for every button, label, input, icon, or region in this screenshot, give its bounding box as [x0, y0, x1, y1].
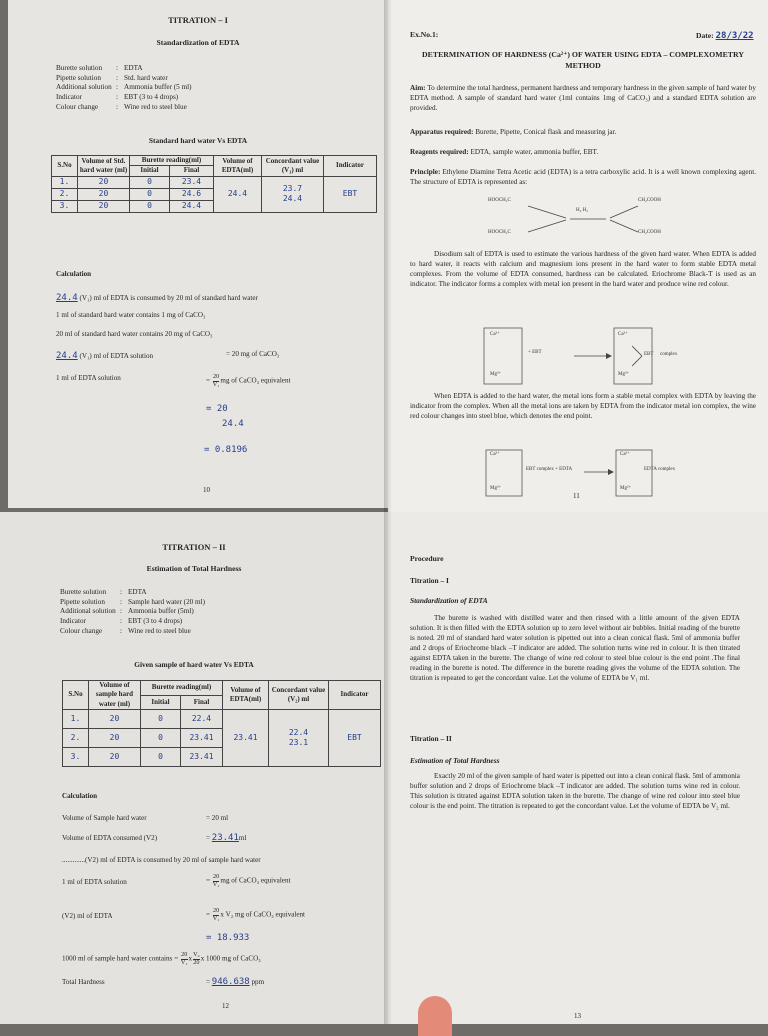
titration-2-heading: TITRATION – II: [162, 542, 226, 552]
cell-edta: 24.4: [214, 176, 262, 212]
cell-initial: 0: [141, 748, 181, 767]
handwritten-total: 946.638: [211, 977, 250, 987]
handwritten-intermediate: = 18.933: [206, 933, 250, 943]
page-10: [8, 0, 388, 508]
calc-line-3: 20 ml of standard hard water contains 20 mg of CaCO₃: [56, 330, 213, 338]
header-final: Final: [170, 166, 214, 176]
calc-line-5: (V2) ml of EDTA = $\frac{20}{\text{V₁}}$ x V₂ mg of CaCO₃ equivalent: [62, 907, 306, 922]
param-value: EDTA: [124, 64, 143, 72]
page-number: 10: [203, 486, 210, 494]
concordant-value: 22.4: [288, 727, 309, 737]
param-label: Additional solution: [60, 607, 116, 616]
param-label: Colour change: [56, 102, 99, 111]
cell-indicator: EBT: [324, 176, 377, 212]
header-sno: S.No: [63, 681, 89, 710]
param-value: EBT (3 to 4 drops): [124, 93, 179, 102]
calc-line-4: [56, 350, 386, 362]
experiment-title: DETERMINATION OF HARDNESS (Ca²⁺) OF WATER USING EDTA – COMPLEXOMETRY METHOD: [422, 50, 744, 70]
calc-expression: = $\frac{20}{\text{V₁}}$ mg of CaCO₃ equivalent: [206, 373, 291, 388]
book-gutter-shadow: [384, 0, 392, 1024]
handwritten-result: = 0.8196: [204, 445, 248, 455]
concordant-value: 23.7: [282, 183, 303, 193]
principle: Principle: Ethylene Diamine Tetra Acetic acid (EDTA) is a tetra carboxylic acid. It is a well known complexing agent. The structure of EDTA is represented as:: [410, 168, 756, 186]
header-concordant: Concordant value (V₂) ml: [269, 681, 329, 710]
cell-initial: 0: [141, 710, 181, 729]
procedure-heading: Procedure: [410, 554, 444, 563]
param-value: Ammonia buffer (5ml): [128, 607, 194, 616]
cell-volume: 20: [89, 748, 141, 767]
handwritten-v1: 24.4: [56, 293, 78, 303]
titration-1-table: [51, 155, 377, 213]
header-initial: Initial: [141, 695, 181, 710]
date: Date: 28/3/22: [696, 31, 754, 41]
cell-volume: 20: [89, 729, 141, 748]
calc-line-2: 1 ml of standard hard water contains 1 mg of CaCO₃: [56, 311, 206, 319]
header-volume: Volume of Std. hard water (ml): [78, 156, 130, 177]
cell-volume: 20: [78, 176, 130, 188]
titration-2-subheading: Estimation of Total Hardness: [146, 564, 242, 573]
page-13: [388, 512, 768, 1024]
titration-2-procedure: Exactly 20 ml of the given sample of hard water is pipetted out into a clean conical flask. 5ml of ammonia buffer solution and 2 drops of Eriochrome black –T indicator are added. The solution turns wine red in colour. This solution is titrated against EDTA solution taken in the burette. The change of wine red colour into steel blue colour is the end point. The titration is repeated to get the concordant value. Let the volume of EDTA be V₂ ml.: [410, 772, 740, 810]
reaction-diagram-2: [484, 448, 694, 500]
header-concordant: Concordant value (V₁) ml: [262, 156, 324, 177]
calc-sample-volume: Volume of Sample hard water = 20 ml: [62, 814, 229, 822]
table-title: Standard hard water Vs EDTA: [148, 136, 248, 145]
calc-line-3: .............(V2) ml of EDTA is consumed by 20 ml of sample hard water: [62, 856, 261, 864]
header-burette: Burette reading(ml): [130, 156, 214, 166]
param-label: Indicator: [56, 93, 82, 102]
cell-sno: 2.: [63, 729, 89, 748]
handwritten-v1: 24.4: [56, 351, 78, 361]
page-11: [388, 0, 768, 512]
calculation-heading: Calculation: [56, 270, 92, 278]
experiment-number: Ex.No.1:: [410, 30, 439, 39]
apparatus: Apparatus required: Burette, Pipette, Conical flask and measuring jar.: [410, 128, 617, 136]
param-value: EDTA: [128, 588, 147, 596]
param-value: Ammonia buffer (5 ml): [124, 83, 192, 92]
calc-text: (V₁) ml of EDTA is consumed by 20 ml of standard hard water: [79, 294, 258, 302]
aim: Aim: To determine the total hardness, permanent hardness and temporary hardness in the given sample of hard water by EDTA method. A sample of standard hard water (1ml contains 1mg of CaCO₃) and a standard EDTA solution are provided.: [410, 84, 756, 112]
titration-1-heading: TITRATION – I: [168, 15, 228, 25]
titration-1-procedure: The burette is washed with distilled water and then rinsed with a little amount of the given EDTA solution. It is then filled with the EDTA solution up to zero level without air bubbles. Initial reading of the burette is noted. 20 ml of standard hard water solution is pipetted out into a clean conical flask. 5ml of ammonia buffer and 2 drops of Eriochrome black –T indicator are added. The solution turns wine red in colour. It is then titrated against EDTA taken in the burette. The change of wine red colour to steel blue colour is the end point .The final reading in the burette is noted. The difference in the burette reading gives the volume of the EDTA solution. The titration is repeated to get the concordant value. Let the volume of EDTA be V₁ ml.: [410, 614, 740, 682]
date-value: 28/3/22: [715, 31, 754, 41]
param-value: Wine red to steel blue: [124, 102, 187, 111]
param-value: EBT (3 to 4 drops): [128, 617, 183, 626]
cell-initial: 0: [141, 729, 181, 748]
header-indicator: Indicator: [324, 156, 377, 177]
cell-final: 24.4: [170, 200, 214, 212]
titration-2-parameters: Burette solution : EDTA Pipette solution : Sample hard water (20 ml) Additional solution : Ammonia buffer (5ml) Indicator : EBT (3 to 4 drops) Colour change : Wine red to steel blue: [60, 588, 298, 637]
header-edta: Volume of EDTA(ml): [223, 681, 269, 710]
cell-initial: 0: [130, 176, 170, 188]
titration-1-parameters: Burette solution : EDTA Pipette solution : Std. hard water Additional solution : Ammonia buffer (5 ml) Indicator : EBT (3 to 4 drops) Colour change : Wine red to steel blue: [56, 64, 294, 113]
titration-1-heading: Titration – I: [410, 576, 449, 585]
handwritten-denominator: 24.4: [222, 419, 244, 429]
param-value: Sample hard water (20 ml): [128, 597, 206, 606]
calc-line-6: 1000 ml of sample hard water contains = $\frac{20}{\text{V₁}}$ x $\frac{\text{V₂}}{20}$ x 1000 mg of CaCO₃: [62, 951, 261, 966]
reagents: Reagents required: EDTA, sample water, ammonia buffer, EBT.: [410, 148, 599, 156]
concordant-value-2: 24.4: [282, 194, 303, 204]
param-label: Burette solution: [56, 64, 103, 72]
page-number: 11: [573, 492, 580, 500]
header-burette: Burette reading(ml): [141, 681, 223, 696]
titration-2-subheading: Estimation of Total Hardness: [410, 756, 500, 765]
cell-final: 22.4: [181, 710, 223, 729]
edta-complex-diagram: Ca²⁺ Mg²⁺ EBT complex + EDTA Ca²⁺ Mg²⁺ EDTA complex: [484, 448, 694, 500]
cell-sno: 1.: [52, 176, 78, 188]
cell-concordant: [262, 176, 324, 212]
cell-volume: 20: [89, 710, 141, 729]
param-value: Std. hard water: [124, 73, 168, 82]
calc-text: 1 ml of EDTA solution: [56, 374, 121, 382]
cell-sno: 3.: [52, 200, 78, 212]
calc-edta-volume: Volume of EDTA consumed (V2) = 23.41ml: [62, 833, 247, 843]
param-label: Burette solution: [60, 588, 107, 596]
edta-structure: HOOCH₂C CH₂COOH HOOCH₂C CH₂COOH H₂ H₂: [488, 196, 688, 242]
paragraph-edta-reaction: Disodium salt of EDTA is used to estimate the various hardness of the given hard water. When EDTA is added to hard water, it reacts with calcium and magnesium ions present in the hard water to form stable EDTA metal complexes. From the volume of EDTA consumed, hardness can be calculated. Eriochrome Black-T is used as an indicator. The indicator forms a complex with metal ion present in the hard water and produce wine red colour.: [410, 250, 756, 288]
concordant-value-2: 23.1: [288, 738, 309, 748]
param-label: Additional solution: [56, 83, 112, 92]
cell-final: 23.4: [170, 176, 214, 188]
handwritten-equation: = 20: [206, 404, 228, 414]
calc-line-1: [56, 292, 258, 304]
cell-edta: 23.41: [223, 710, 269, 767]
indicator-complex-diagram: Ca²⁺ Mg²⁺ + EBT Ca²⁺ Mg²⁺ EBT complex: [482, 326, 692, 388]
param-label: Colour change: [60, 626, 103, 635]
cell-sno: 3.: [63, 748, 89, 767]
titration-1-subheading: Standardization of EDTA: [156, 38, 240, 47]
calc-line-4: 1 ml of EDTA solution = $\frac{20}{\text{V₁}}$ mg of CaCO₃ equivalent: [62, 873, 291, 888]
titration-2-heading: Titration – II: [410, 734, 452, 743]
page-number: 13: [574, 1012, 581, 1020]
table-row: [52, 176, 377, 188]
table-title: Given sample of hard water Vs EDTA: [134, 660, 254, 669]
header-initial: Initial: [130, 166, 170, 176]
total-hardness: Total Hardness = 946.638 ppm: [62, 977, 265, 987]
cell-sno: 1.: [63, 710, 89, 729]
cell-final: 23.41: [181, 748, 223, 767]
cell-volume: 20: [78, 200, 130, 212]
header-indicator: Indicator: [329, 681, 381, 710]
header-edta: Volume of EDTA(ml): [214, 156, 262, 177]
cell-initial: 0: [130, 200, 170, 212]
table-row: [63, 710, 381, 729]
cell-volume: 20: [78, 188, 130, 200]
paragraph-end-point: When EDTA is added to the hard water, the metal ions form a stable metal complex with EDTA by leaving the indicator from the complex. When all the metal ions are taken by EDTA from the indicator metal ion complex, the wine red colour changes into steel blue, which denotes the end point.: [410, 392, 756, 420]
header-final: Final: [181, 695, 223, 710]
cell-sno: 2.: [52, 188, 78, 200]
cell-final: 23.41: [181, 729, 223, 748]
param-value: Wine red to steel blue: [128, 626, 191, 635]
calc-line-5: [56, 373, 386, 388]
param-label: Pipette solution: [60, 597, 105, 606]
titration-1-subheading: Standardization of EDTA: [410, 596, 488, 605]
param-label: Pipette solution: [56, 73, 101, 82]
handwritten-v2: 23.41: [211, 833, 239, 843]
header-sno: S.No: [52, 156, 78, 177]
cell-indicator: EBT: [329, 710, 381, 767]
finger: [418, 996, 452, 1036]
cell-initial: 0: [130, 188, 170, 200]
titration-2-table: [62, 680, 381, 767]
param-label: Indicator: [60, 617, 86, 626]
cell-final: 24.6: [170, 188, 214, 200]
calc-text: = 20 mg of CaCO₃: [226, 350, 280, 358]
calc-text: (V₁) ml of EDTA solution: [79, 352, 154, 360]
page-12: [0, 512, 388, 1024]
calculation-heading: Calculation: [62, 792, 98, 800]
page-number: 12: [222, 1002, 229, 1010]
header-volume: Volume of sample hard water (ml): [89, 681, 141, 710]
cell-concordant: [269, 710, 329, 767]
